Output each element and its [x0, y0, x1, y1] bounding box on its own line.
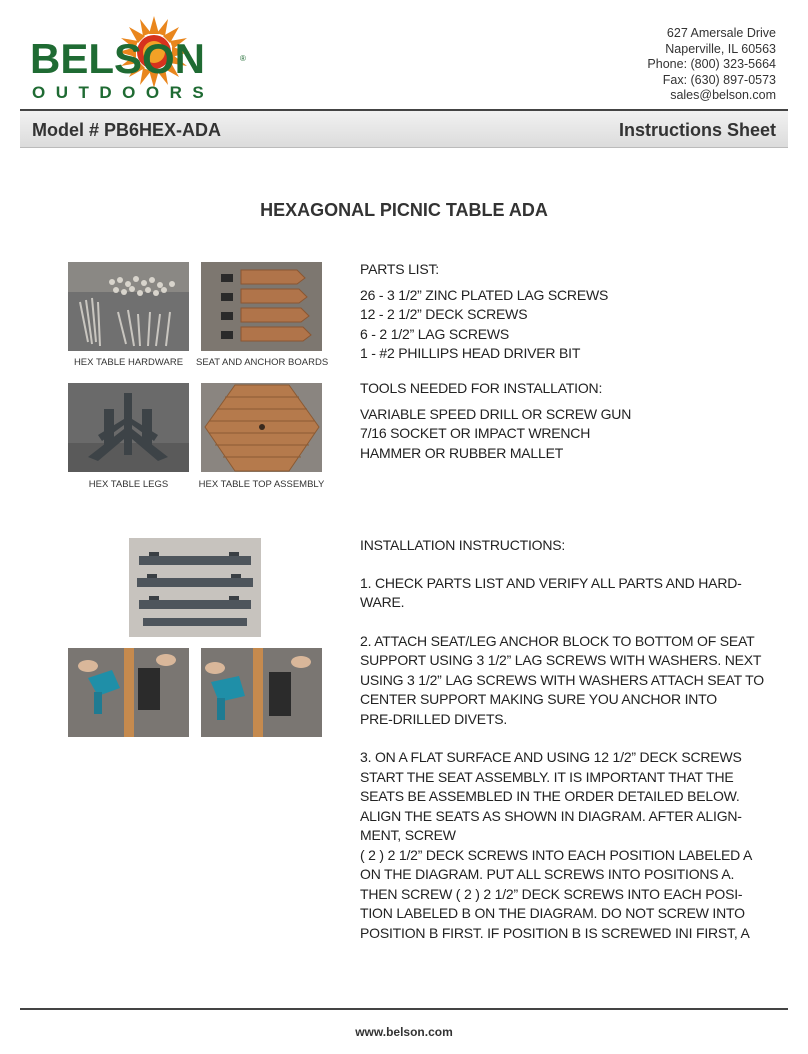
parts-list	[360, 260, 608, 364]
address-phone: Phone: (800) 323-5664	[647, 57, 776, 71]
address-email[interactable]: sales@belson.com	[670, 88, 776, 102]
step3-line: THEN SCREW ( 2 ) 2 1/2” DECK SCREWS INTO EACH POSI-	[360, 885, 743, 902]
address-street: 627 Amersale Drive	[666, 26, 776, 40]
parts-item: 12 - 2 1/2” DECK SCREWS	[360, 306, 528, 322]
address-fax: Fax: (630) 897-0573	[662, 72, 776, 87]
tools-item: 7/16 SOCKET OR IMPACT WRENCH	[360, 425, 591, 441]
top-assembly-caption: HEX TABLE TOP ASSEMBLY	[198, 479, 325, 490]
sheet-title: Instructions Sheet	[618, 120, 776, 140]
hardware-caption: HEX TABLE HARDWARE	[73, 357, 184, 368]
drilling-photo-2	[201, 648, 322, 737]
tools-heading: TOOLS NEEDED FOR INSTALLATION:	[360, 380, 603, 396]
legs-photo	[68, 383, 189, 472]
step3-line: ALIGN THE SEATS AS SHOWN IN DIAGRAM. AFTER ALIGN-	[360, 807, 742, 824]
seat-supports-photo	[129, 538, 261, 637]
model-number: Model # PB6HEX-ADA	[32, 120, 222, 140]
step3-line: POSITION B FIRST. IF POSITION B IS SCREWED INI FIRST, A	[360, 924, 750, 941]
legs-caption: HEX TABLE LEGS	[88, 479, 169, 490]
step3-line: ON THE DIAGRAM. PUT ALL SCREWS INTO POSITIONS A.	[360, 866, 735, 882]
drilling-photo-1	[68, 648, 189, 737]
step1-line: 1. CHECK PARTS LIST AND VERIFY ALL PARTS AND HARD-	[360, 574, 742, 591]
brand-subtitle: OUTDOORS	[32, 83, 215, 102]
parts-heading: PARTS LIST:	[360, 261, 439, 277]
footer-rule	[20, 1008, 788, 1010]
registered-mark: ®	[240, 54, 246, 63]
tools-list	[360, 379, 631, 463]
document-title: HEXAGONAL PICNIC TABLE ADA	[260, 200, 548, 220]
step2-line: 2. ATTACH SEAT/LEG ANCHOR BLOCK TO BOTTOM OF SEAT	[360, 632, 755, 649]
step3-line: MENT, SCREW	[360, 827, 456, 843]
step3-line: SEATS BE ASSEMBLED IN THE ORDER DETAILED BELOW.	[360, 788, 740, 804]
parts-item: 6 - 2 1/2” LAG SCREWS	[360, 325, 510, 342]
step3-line: TION LABELED B ON THE DIAGRAM. DO NOT SCREW INTO	[360, 905, 745, 921]
step3-line: 3. ON A FLAT SURFACE AND USING 12 1/2” DECK SCREWS	[360, 749, 742, 765]
hardware-photo	[68, 262, 189, 351]
step3-line: ( 2 ) 2 1/2” DECK SCREWS INTO EACH POSITION LABELED A	[360, 846, 753, 863]
parts-item: 26 - 3 1/2” ZINC PLATED LAG SCREWS	[360, 286, 609, 303]
step2-line: USING 3 1/2” LAG SCREWS WITH WASHERS ATTACH SEAT TO	[360, 671, 764, 688]
step3-line: START THE SEAT ASSEMBLY. IT IS IMPORTANT THAT THE	[360, 768, 734, 785]
step2-line: CENTER SUPPORT MAKING SURE YOU ANCHOR INTO	[360, 691, 717, 707]
boards-photo	[201, 262, 322, 351]
step2-line: PRE-DRILLED DIVETS.	[360, 710, 508, 727]
footer-url[interactable]: www.belson.com	[355, 1025, 453, 1039]
step2-line: SUPPORT USING 3 1/2” LAG SCREWS WITH WASHERS. NEXT	[360, 652, 762, 668]
model-bar	[20, 111, 788, 148]
brand-name: BELSON	[30, 35, 206, 82]
step1-line: WARE.	[360, 594, 405, 610]
tools-item: HAMMER OR RUBBER MALLET	[360, 444, 564, 461]
tools-item: VARIABLE SPEED DRILL OR SCREW GUN	[360, 405, 632, 422]
boards-caption: SEAT AND ANCHOR BOARDS	[196, 357, 329, 368]
install-heading: INSTALLATION INSTRUCTIONS:	[360, 537, 566, 553]
parts-item: 1 - #2 PHILLIPS HEAD DRIVER BIT	[360, 345, 581, 361]
company-address	[647, 26, 776, 104]
installation-instructions	[360, 536, 764, 943]
address-city: Naperville, IL 60563	[665, 41, 776, 56]
top-assembly-photo	[201, 383, 322, 472]
belson-logo	[30, 14, 246, 104]
